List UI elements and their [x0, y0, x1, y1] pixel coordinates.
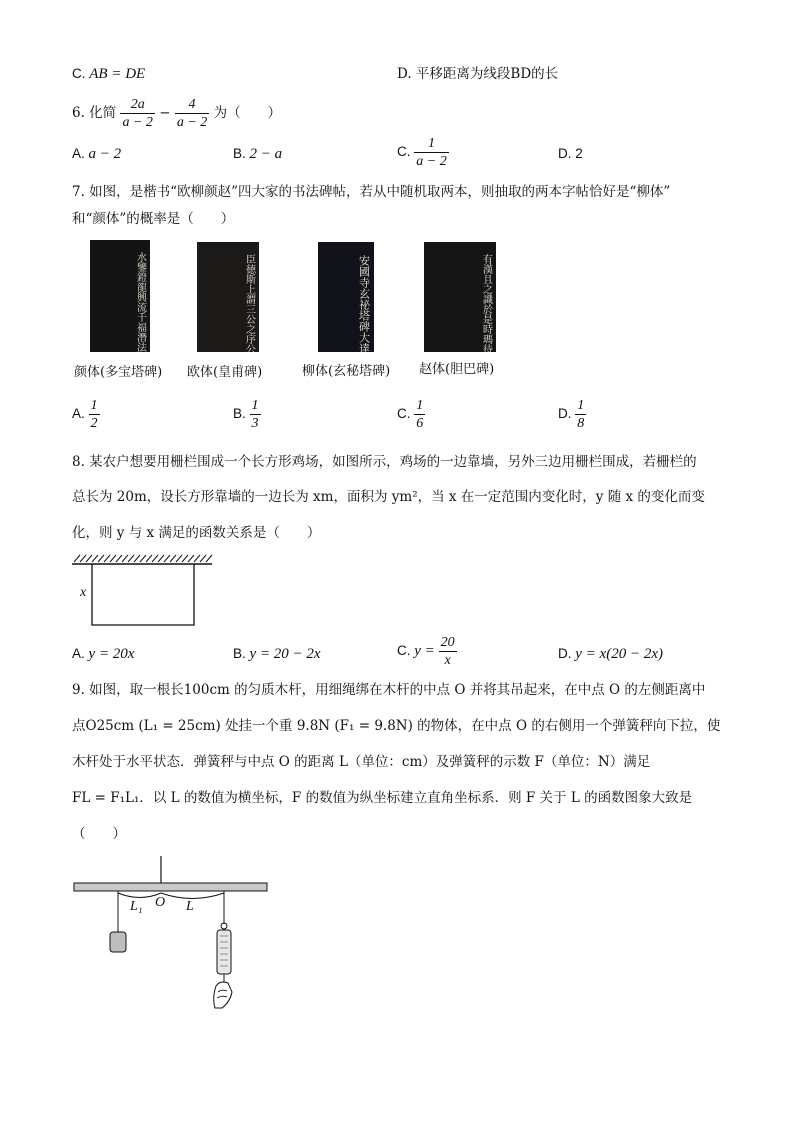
rubbing-liu-image — [318, 242, 374, 352]
q8-line-2: 总长为 20m，设长方形靠墙的一边长为 xm，面积为 ym²，当 x 在一定范围内变化时，y 随 x 的变化而变 — [72, 489, 705, 505]
q6-option-d: D. 2 — [558, 146, 583, 161]
rubbing-ou-image — [197, 242, 259, 352]
rubbing-liu-text: 安國寺玄祕塔碑大達法師端甫靈骨之塔 — [357, 255, 371, 352]
q8-option-c: C. y = $\frac{20}{x}$ — [397, 635, 455, 668]
q6-option-a: A. a − 2 — [72, 146, 122, 162]
q6-option-c-fraction: $\frac{1}{a - 2}$ — [416, 136, 447, 169]
q8-option-d: D. y = x(20 − 2x) — [558, 646, 663, 662]
q7-option-a: A. $\frac{1}{2}$ — [72, 398, 98, 431]
rubbing-yan-image — [90, 240, 150, 352]
q6-stem: 6. 化简 $\frac{2a}{a - 2}$ − $\frac{4}{a - 2}$ 为（ ） — [72, 97, 282, 130]
q9-label-l: L — [186, 899, 194, 914]
caption-zhao: 赵体(胆巴碑) — [419, 362, 495, 377]
q7-option-b: B. $\frac{1}{3}$ — [233, 398, 259, 431]
caption-yan: 颜体(多宝塔碑) — [74, 365, 163, 380]
q5-option-c-math: AB = DE — [89, 66, 146, 82]
q9-line-1: 9. 如图，取一根长100cm 的匀质木杆，用细绳绑在木杆的中点 O 并将其吊起来，在中点 O 的左侧距离中 — [72, 682, 706, 698]
q6-option-c: C. $\frac{1}{a - 2}$ — [397, 136, 447, 169]
q6-fraction-1: $\frac{2a}{a - 2}$ — [122, 97, 153, 130]
caption-liu: 柳体(玄秘塔碑) — [302, 364, 391, 379]
q5-option-c: C. AB = DE — [72, 66, 146, 82]
q9-label-l1: L₁ — [130, 899, 143, 914]
q8-line-3: 化，则 y 与 x 满足的函数关系是（ ） — [72, 525, 321, 541]
q8-option-b: B. y = 20 − 2x — [233, 646, 321, 662]
q7-option-c: C. $\frac{1}{6}$ — [397, 398, 424, 431]
q9-line-4: FL = F₁L₁．以 L 的数值为横坐标，F 的数值为纵坐标建立直角坐标系．则 F 关于 L 的函数图象大致是 — [72, 790, 693, 806]
caption-ou: 欧体(皇甫碑) — [187, 365, 263, 380]
q7-line-2: 和“颜体”的概率是（ ） — [72, 211, 235, 227]
rubbing-yan-text — [135, 251, 147, 352]
q9-line-3: 木杆处于水平状态．弹簧秤与中点 O 的距离 L（单位：cm）及弹簧秤的示数 F（单位：N）满足 — [72, 754, 651, 770]
q9-lever-figure — [70, 852, 275, 1017]
q9-label-o: O — [155, 895, 166, 910]
q8-figure — [68, 552, 218, 632]
q7-option-d: D. $\frac{1}{8}$ — [558, 398, 585, 431]
q9-line-2: 点O25cm (L₁ = 25cm) 处挂一个重 9.8N (F₁ = 9.8N) 的物体，在中点 O 的右侧用一个弹簧秤向下拉，使 — [72, 718, 721, 734]
q5-option-d: D. 平移距离为线段BD的长 — [397, 66, 559, 82]
rubbing-zhao-text: 有漢且之識於是時瑪待詔之士而至其見 — [480, 254, 492, 352]
q9-line-5: （ ） — [72, 826, 126, 842]
q7-line-1: 7. 如图，是楷书“欧柳颜赵”四大家的书法碑帖，若从中随机取两本，则抽取的两本字帖恰好是“柳体” — [72, 184, 671, 200]
q6-fraction-2: $\frac{4}{a - 2}$ — [176, 97, 208, 130]
q8-line-1: 8. 某农户想要用栅栏围成一个长方形鸡场，如图所示，鸡场的一边靠墙，另外三边用栅栏围成，若栅栏的 — [72, 454, 697, 470]
rubbing-zhao-image — [424, 242, 496, 352]
q6-option-b: B. 2 − a — [233, 146, 283, 162]
rubbing-ou-text — [244, 254, 256, 352]
q8-figure-label-x: x — [80, 585, 87, 600]
q8-option-a: A. y = 20x — [72, 646, 135, 662]
